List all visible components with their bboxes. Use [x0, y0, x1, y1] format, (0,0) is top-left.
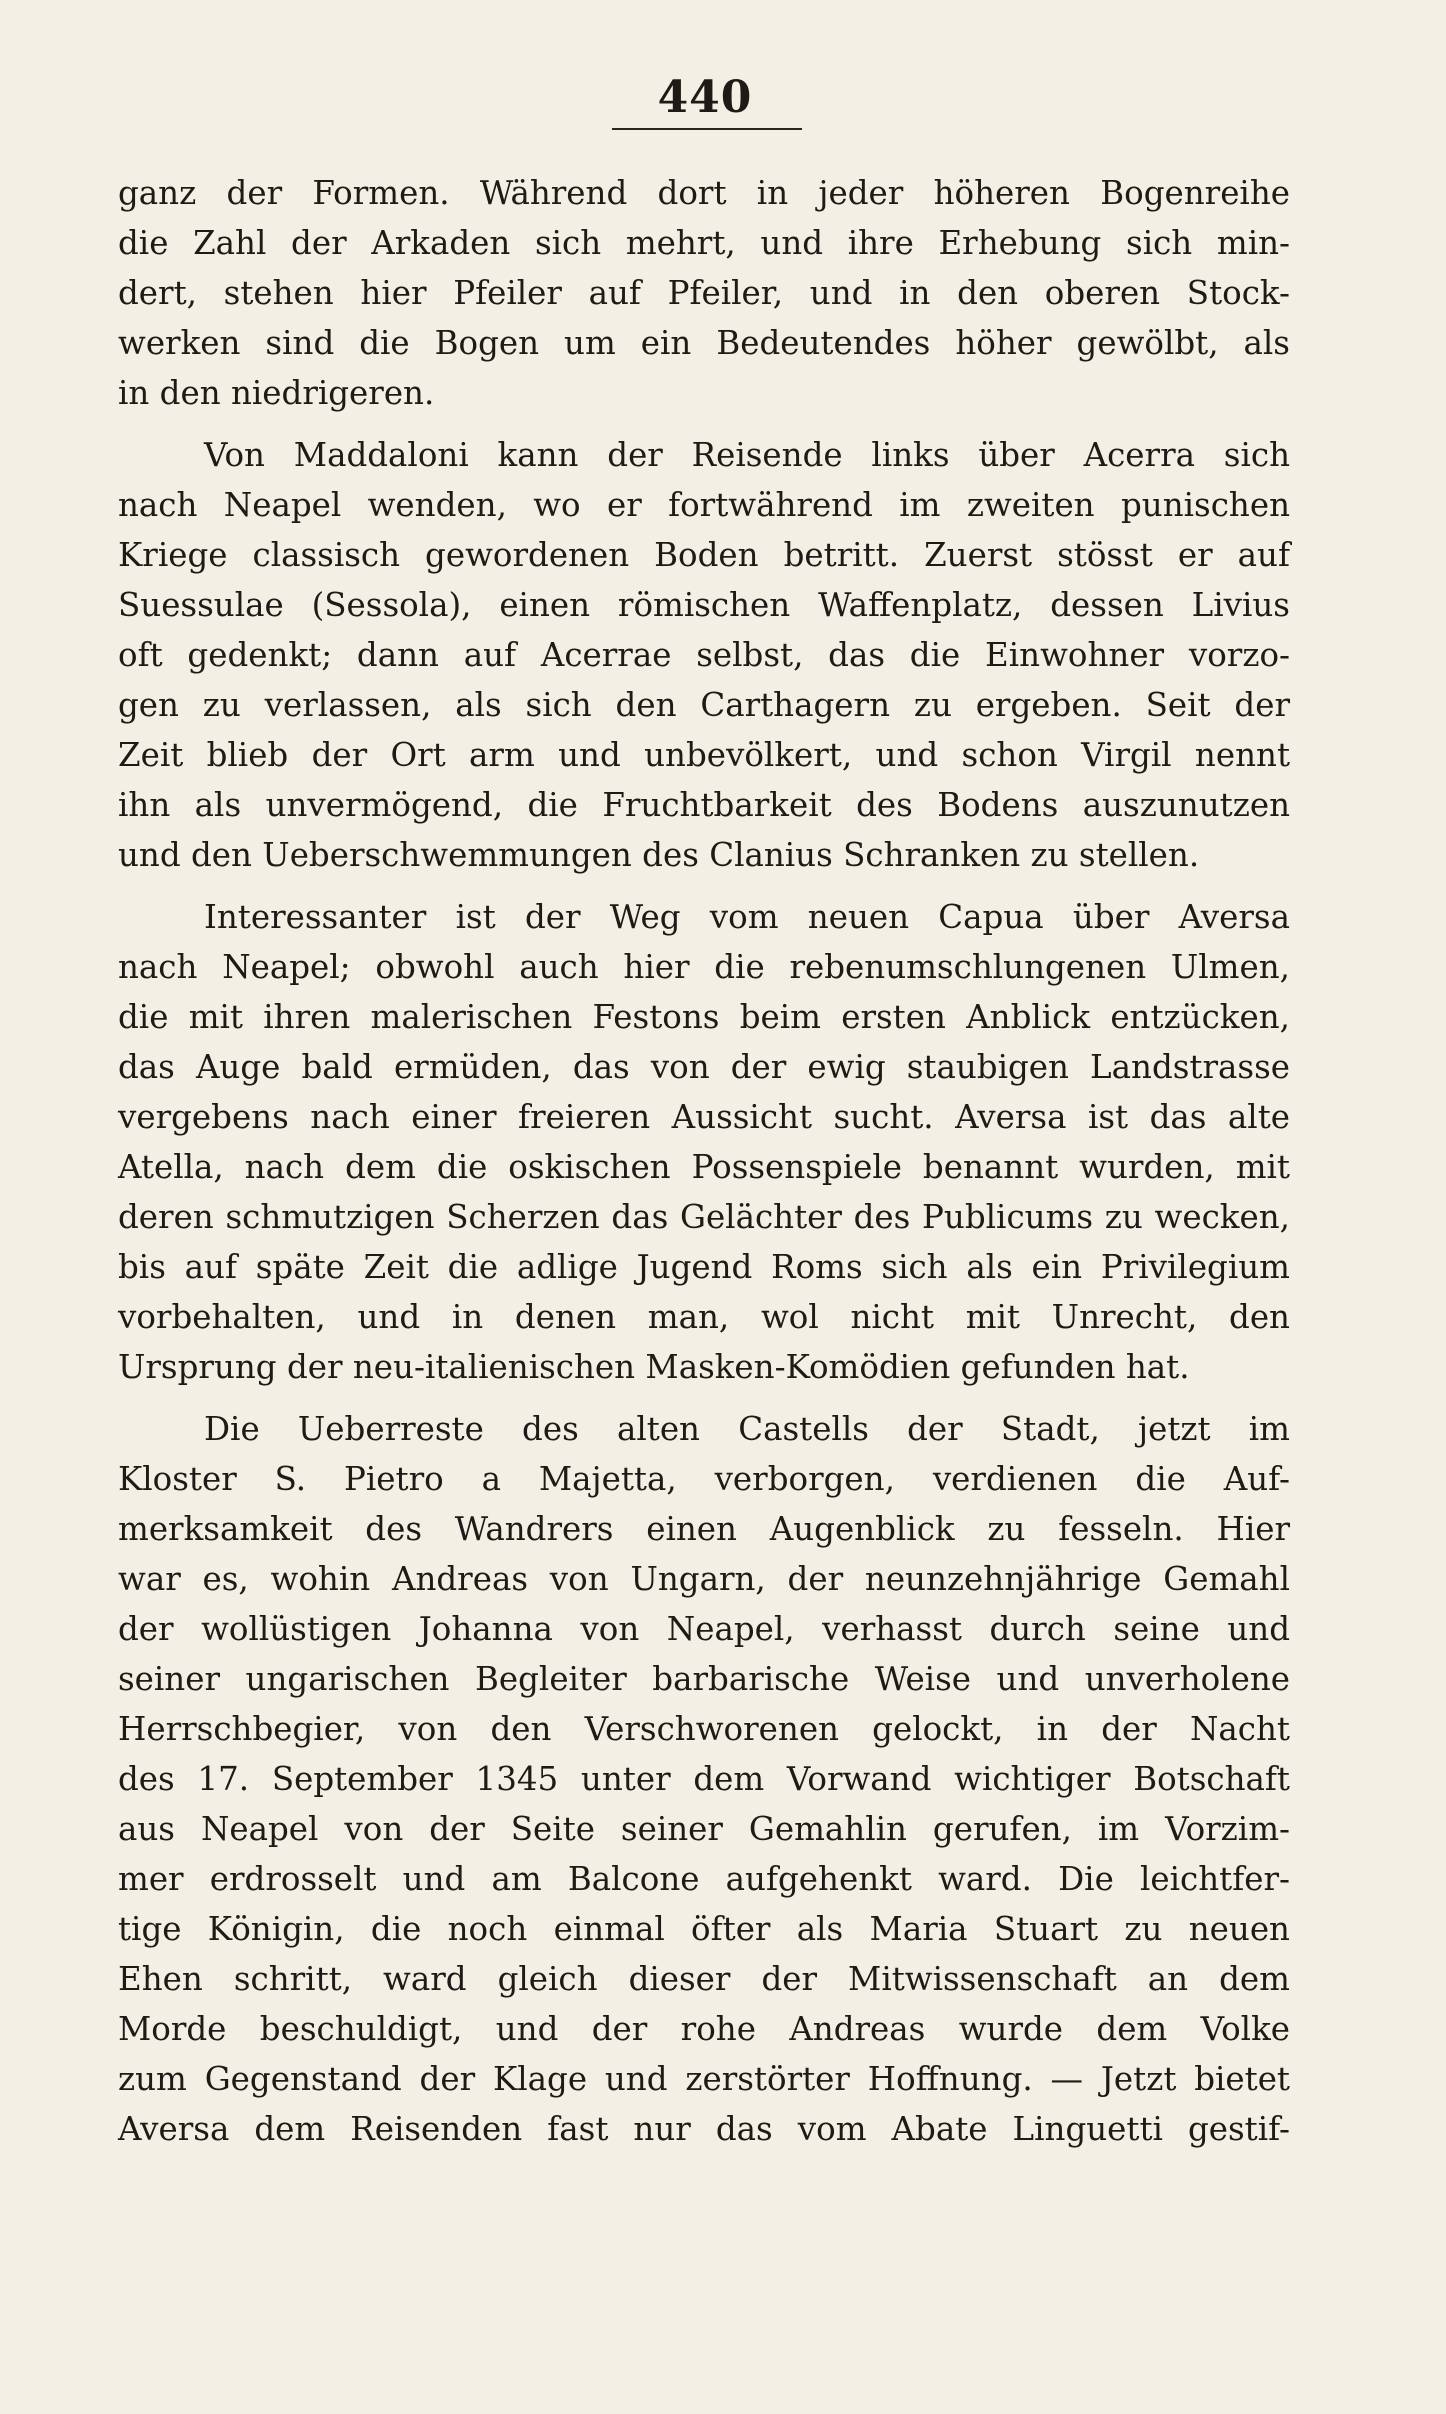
text-line: vorbehalten, und in denen man, wol nicht mit Unrecht, den [118, 1298, 1290, 1336]
text-line: Ehen schritt, ward gleich dieser der Mitwissenschaft an dem [118, 1960, 1290, 1998]
text-line: Zeit blieb der Ort arm und unbevölkert, und schon Virgil nennt [118, 736, 1290, 774]
text-line: Ursprung der neu-italienischen Masken-Komödien gefunden hat. [118, 1348, 1190, 1386]
text-line: Suessulae (Sessola), einen römischen Waffenplatz, dessen Livius [118, 586, 1290, 624]
text-line: zum Gegenstand der Klage und zerstörter Hoffnung. — Jetzt bietet [118, 2060, 1290, 2098]
text-line: werken sind die Bogen um ein Bedeutendes höher gewölbt, als [118, 324, 1290, 362]
text-line: aus Neapel von der Seite seiner Gemahlin gerufen, im Vorzim- [118, 1810, 1290, 1848]
text-line: nach Neapel wenden, wo er fortwährend im zweiten punischen [118, 486, 1290, 524]
text-line: Herrschbegier, von den Verschworenen gelockt, in der Nacht [118, 1710, 1290, 1748]
text-line: tige Königin, die noch einmal öfter als Maria Stuart zu neuen [118, 1910, 1290, 1948]
text-line: Von Maddaloni kann der Reisende links über Acerra sich [204, 436, 1290, 474]
paragraph [118, 430, 1290, 880]
text-line: Morde beschuldigt, und der rohe Andreas wurde dem Volke [118, 2010, 1290, 2048]
text-line: merksamkeit des Wandrers einen Augenblick zu fesseln. Hier [118, 1510, 1290, 1548]
text-line: bis auf späte Zeit die adlige Jugend Roms sich als ein Privilegium [118, 1248, 1290, 1286]
text-line: Kriege classisch gewordenen Boden betritt. Zuerst stösst er auf [118, 536, 1290, 574]
text-line: das Auge bald ermüden, das von der ewig staubigen Landstrasse [118, 1048, 1290, 1086]
text-line: vergebens nach einer freieren Aussicht sucht. Aversa ist das alte [118, 1098, 1290, 1136]
paragraph [118, 892, 1290, 1392]
paragraph [118, 168, 1290, 418]
page-number: 440 [657, 72, 753, 123]
text-line: seiner ungarischen Begleiter barbarische Weise und unverholene [118, 1660, 1290, 1698]
text-line: deren schmutzigen Scherzen das Gelächter des Publicums zu wecken, [118, 1198, 1290, 1236]
text-line: nach Neapel; obwohl auch hier die rebenumschlungenen Ulmen, [118, 948, 1290, 986]
text-line: Kloster S. Pietro a Majetta, verborgen, verdienen die Auf- [118, 1460, 1290, 1498]
text-line: ganz der Formen. Während dort in jeder höheren Bogenreihe [118, 174, 1290, 212]
text-line: oft gedenkt; dann auf Acerrae selbst, das die Einwohner vorzo- [118, 636, 1290, 674]
text-line: mer erdrosselt und am Balcone aufgehenkt ward. Die leichtfer- [118, 1860, 1290, 1898]
page-number-rule [612, 128, 802, 130]
paragraph [118, 1404, 1290, 2154]
text-line: die Zahl der Arkaden sich mehrt, und ihre Erhebung sich min- [118, 224, 1290, 262]
text-line: und den Ueberschwemmungen des Clanius Schranken zu stellen. [118, 836, 1200, 874]
text-line: die mit ihren malerischen Festons beim ersten Anblick entzücken, [118, 998, 1290, 1036]
text-line: des 17. September 1345 unter dem Vorwand wichtiger Botschaft [118, 1760, 1290, 1798]
text-line: war es, wohin Andreas von Ungarn, der neunzehnjährige Gemahl [118, 1560, 1290, 1598]
text-line: ihn als unvermögend, die Fruchtbarkeit des Bodens auszunutzen [118, 786, 1290, 824]
text-line: Die Ueberreste des alten Castells der Stadt, jetzt im [204, 1410, 1290, 1448]
text-line: in den niedrigeren. [118, 374, 435, 412]
text-line: dert, stehen hier Pfeiler auf Pfeiler, und in den oberen Stock- [118, 274, 1290, 312]
text-line: Interessanter ist der Weg vom neuen Capua über Aversa [204, 898, 1290, 936]
text-line: gen zu verlassen, als sich den Carthagern zu ergeben. Seit der [118, 686, 1290, 724]
text-line: Aversa dem Reisenden fast nur das vom Abate Linguetti gestif- [118, 2110, 1290, 2148]
text-line: Atella, nach dem die oskischen Possenspiele benannt wurden, mit [118, 1148, 1290, 1186]
text-line: der wollüstigen Johanna von Neapel, verhasst durch seine und [118, 1610, 1290, 1648]
body-text [118, 168, 1290, 2154]
